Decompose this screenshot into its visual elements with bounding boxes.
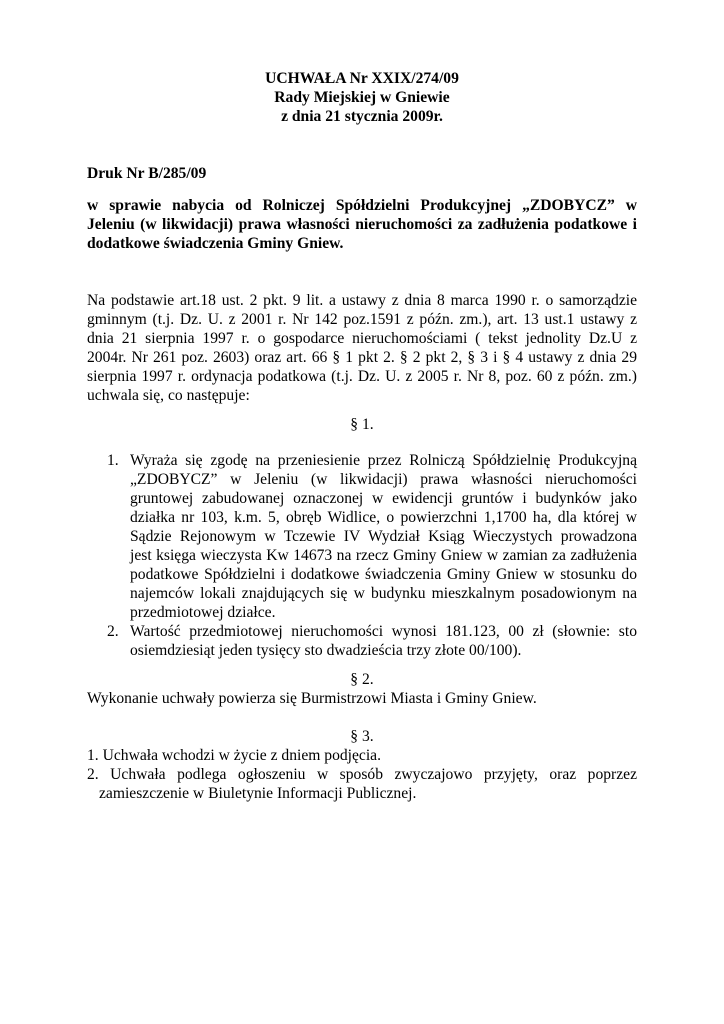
section-1-item-1-line-7: podatkowe Spółdzielni i dodatkowe świadczenia Gminy Gniew w stosunku do: [130, 566, 637, 583]
section-1-item-1-line-2: „ZDOBYCZ” w Jeleniu (w likwidacji) prawa własności nieruchomości: [130, 471, 637, 488]
section-1-item-1-line-6: jest księga wieczysta Kw 14673 na rzecz Gminy Gniew w zamian za zadłużenia: [130, 547, 637, 564]
section-2-heading: § 2.: [350, 671, 374, 688]
section-3-item-2-line-1: 2. Uchwała podlega ogłoszeniu w sposób zwyczajowo przyjęty, oraz poprzez: [87, 766, 637, 783]
resolution-date: z dnia 21 stycznia 2009r.: [281, 108, 443, 125]
basis-line-2: gminnym (t.j. Dz. U. z 2001 r. Nr 142 poz.1591 z późn. zm.), art. 13 ust.1 ustawy z: [87, 311, 637, 328]
section-1-item-2-line-2: osiemdziesiąt jeden tysięcy sto dwadzieścia trzy złote 00/100).: [130, 642, 522, 659]
basis-line-4: 2004r. Nr 261 poz. 2603) oraz art. 66 § 1 pkt 2. § 2 pkt 2, § 3 i § 4 ustawy z dnia 29: [87, 349, 637, 366]
print-number: Druk Nr B/285/09: [87, 165, 207, 182]
section-1-item-1-line-5: Sądzie Rejonowym w Tczewie IV Wydział Ksiąg Wieczystych prowadzona: [130, 528, 637, 545]
resolution-title: UCHWAŁA Nr XXIX/274/09: [265, 70, 459, 87]
section-1-item-1-line-9: przedmiotowej działce.: [130, 604, 276, 621]
section-2-text: Wykonanie uchwały powierza się Burmistrzowi Miasta i Gminy Gniew.: [87, 690, 537, 707]
subject-line-1: w sprawie nabycia od Rolniczej Spółdzielni Produkcyjnej „ZDOBYCZ” w: [87, 197, 637, 214]
section-1-item-1-number: 1.: [107, 452, 119, 469]
section-3-item-2-line-2: zamieszczenie w Biuletynie Informacji Publicznej.: [99, 785, 417, 802]
section-1-item-1-line-4: działka nr 103, k.m. 5, obręb Widlice, o powierzchni 1,1700 ha, dla której w: [130, 509, 637, 526]
basis-line-3: dnia 21 sierpnia 1997 r. o gospodarce nieruchomościami ( tekst jednolity Dz.U z: [87, 330, 637, 347]
section-1-item-2-line-1: Wartość przedmiotowej nieruchomości wynosi 181.123, 00 zł (słownie: sto: [130, 623, 637, 640]
subject-line-3: dodatkowe świadczenia Gminy Gniew.: [87, 235, 344, 252]
section-3-item-1: 1. Uchwała wchodzi w życie z dniem podjęcia.: [87, 747, 381, 764]
section-3-heading: § 3.: [350, 728, 374, 745]
section-1-item-1-line-8: najemców lokali znajdujących się w budynku mieszkalnym posadowionym na: [130, 585, 637, 602]
basis-line-6: uchwala się, co następuje:: [87, 387, 250, 404]
section-1-item-1-line-3: gruntowej zabudowanej oznaczonej w ewidencji gruntów i budynków jako: [130, 490, 637, 507]
council-name: Rady Miejskiej w Gniewie: [274, 89, 450, 106]
section-1-item-1-line-1: Wyraża się zgodę na przeniesienie przez Rolniczą Spółdzielnię Produkcyjną: [130, 452, 637, 469]
section-1-heading: § 1.: [350, 416, 374, 433]
basis-line-1: Na podstawie art.18 ust. 2 pkt. 9 lit. a ustawy z dnia 8 marca 1990 r. o samorządzie: [87, 292, 637, 309]
basis-line-5: sierpnia 1997 r. ordynacja podatkowa (t.j. Dz. U. z 2005 r. Nr 8, poz. 60 z późn. zm.): [87, 368, 637, 385]
section-1-item-2-number: 2.: [107, 623, 119, 640]
subject-line-2: Jeleniu (w likwidacji) prawa własności nieruchomości za zadłużenia podatkowe i: [87, 216, 637, 233]
